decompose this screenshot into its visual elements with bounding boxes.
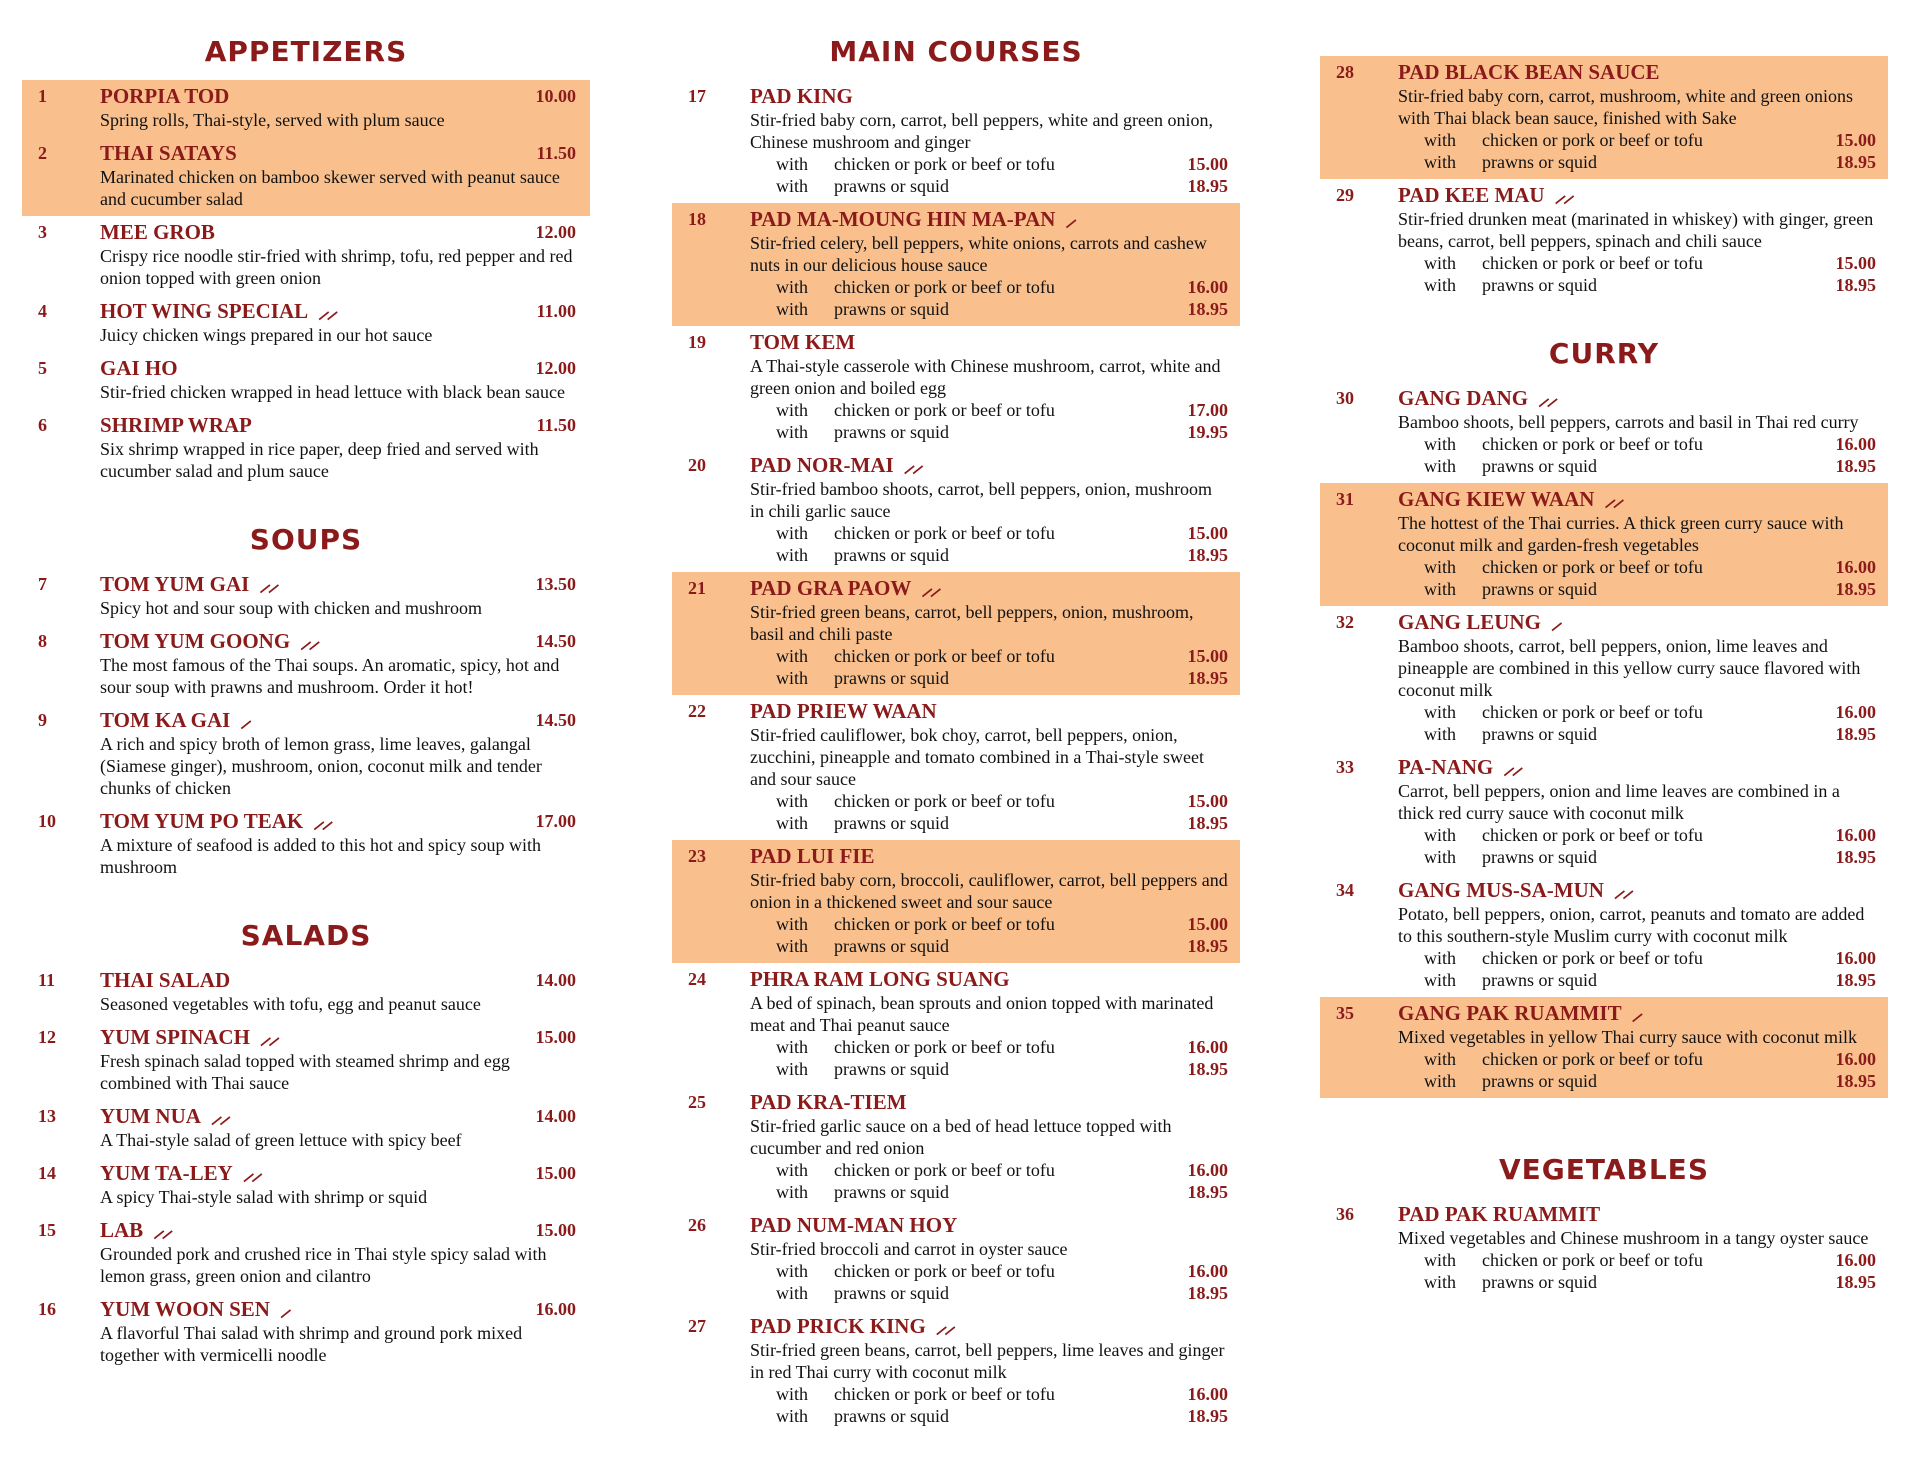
item-desc: Stir-fried celery, bell peppers, white onions, carrots and cashew nuts in our delicious house sauce	[750, 233, 1207, 275]
chili-icon: ⸝⸝	[313, 809, 331, 833]
option-row: with prawns or squid 18.95	[776, 1283, 1228, 1303]
menu-item: 13 14.00 YUM NUA ⸝⸝ A Thai-style salad of green lettuce with spicy beef	[38, 1104, 576, 1150]
item-desc: Stir-fried baby corn, carrot, mushroom, white and green onions with Thai black bean sauce, finished with Sake	[1398, 86, 1854, 128]
item-desc: Juicy chicken wings prepared in our hot sauce	[100, 325, 433, 345]
vegetables-list	[1320, 1198, 1888, 1299]
chili-icon: ⸝⸝	[921, 576, 939, 600]
section-title-vegetables: VEGETABLES	[1499, 1153, 1709, 1186]
option-price: 16.00	[1187, 1261, 1228, 1281]
option-price: 18.95	[1835, 1071, 1876, 1091]
item-desc: Bamboo shoots, carrot, bell peppers, onion, lime leaves and pineapple are combined in this yellow curry sauce flavored with coconut milk	[1398, 636, 1861, 700]
option-price: 18.95	[1835, 724, 1876, 744]
option-row: with prawns or squid 18.95	[1424, 724, 1876, 744]
salads-list	[22, 964, 590, 1372]
item-desc: A flavorful Thai salad with shrimp and ground pork mixed together with vermicelli noodle	[100, 1323, 523, 1365]
item-desc: Seasoned vegetables with tofu, egg and peanut sauce	[100, 994, 481, 1014]
menu-item: 11 14.00 THAI SALAD Seasoned vegetables with tofu, egg and peanut sauce	[38, 968, 576, 1014]
chili-icon: ⸝⸝	[242, 1161, 260, 1185]
chili-icon: ⸝	[1065, 207, 1074, 231]
item-name: THAI SATAYS	[100, 141, 237, 165]
item-desc: Stir-fried garlic sauce on a bed of head lettuce topped with cucumber and red onion	[750, 1116, 1172, 1158]
option-row: with prawns or squid 18.95	[776, 299, 1228, 319]
option-price: 16.00	[1835, 434, 1876, 454]
option-row: with chicken or pork or beef or tofu 16.00	[1424, 948, 1876, 968]
option-price: 18.95	[1187, 813, 1228, 833]
menu-item	[672, 1209, 1240, 1310]
option-row: with chicken or pork or beef or tofu 16.00	[776, 1261, 1228, 1281]
menu-item	[672, 80, 1240, 203]
chili-icon: ⸝⸝	[1538, 386, 1556, 410]
item-number: 29	[1336, 185, 1354, 205]
item-name: TOM YUM GOONG ⸝⸝	[100, 629, 318, 653]
menu-item: 2 11.50 THAI SATAYS Marinated chicken on bamboo skewer served with peanut sauce and cucumber salad	[22, 137, 590, 216]
option-row: with prawns or squid 18.95	[1424, 579, 1876, 599]
option-row: with prawns or squid 18.95	[1424, 152, 1876, 172]
option-price: 19.95	[1187, 422, 1228, 442]
item-name: PAD PAK RUAMMIT	[1398, 1202, 1601, 1226]
option-row: with chicken or pork or beef or tofu 16.00	[776, 277, 1228, 297]
chili-icon: ⸝	[1550, 610, 1560, 634]
item-name: PA-NANG ⸝⸝	[1398, 755, 1521, 779]
option-price: 18.95	[1187, 545, 1228, 565]
menu-item	[672, 203, 1240, 326]
item-number: 22	[688, 701, 706, 721]
item-name: PAD PRIEW WAAN	[750, 699, 937, 723]
option-row: with chicken or pork or beef or tofu 16.00	[1424, 557, 1876, 577]
menu-item	[1320, 1198, 1888, 1299]
option-row: with chicken or pork or beef or tofu 16.00	[776, 1384, 1228, 1404]
option-price: 18.95	[1835, 152, 1876, 172]
menu-item: 1 10.00 PORPIA TOD Spring rolls, Thai-style, served with plum sauce	[22, 80, 590, 137]
chili-icon: ⸝	[279, 1297, 289, 1321]
item-name: TOM KA GAI ⸝	[100, 708, 249, 732]
item-desc: A Thai-style salad of green lettuce with spicy beef	[100, 1130, 462, 1150]
option-price: 16.00	[1187, 1160, 1228, 1180]
option-price: 18.95	[1187, 299, 1228, 319]
item-desc: Bamboo shoots, bell peppers, carrots and basil in Thai red curry	[1398, 412, 1859, 432]
menu-item	[672, 449, 1240, 572]
item-name: PAD GRA PAOW ⸝⸝	[750, 576, 939, 600]
option-row: with chicken or pork or beef or tofu 16.00	[1424, 1250, 1876, 1270]
option-row: with prawns or squid 18.95	[776, 1059, 1228, 1079]
item-name: TOM YUM PO TEAK ⸝⸝	[100, 809, 331, 833]
chili-icon: ⸝⸝	[153, 1218, 171, 1242]
item-name: YUM WOON SEN ⸝	[100, 1297, 289, 1321]
item-number: 18	[688, 209, 706, 229]
section-title-appetizers: APPETIZERS	[204, 35, 408, 68]
option-row: with prawns or squid 18.95	[1424, 970, 1876, 990]
menu-item	[672, 326, 1240, 449]
item-desc: Stir-fried baby corn, broccoli, cauliflower, carrot, bell peppers and onion in a thickened sweet and sour sauce	[750, 870, 1228, 912]
item-name: PAD LUI FIE	[750, 844, 875, 868]
option-row: with prawns or squid 18.95	[1424, 847, 1876, 867]
chili-icon: ⸝⸝	[300, 629, 318, 653]
menu-item	[672, 695, 1240, 840]
item-desc: Stir-fried drunken meat (marinated in whiskey) with ginger, green beans, carrot, bell peppers, spinach and chili sauce	[1398, 209, 1874, 251]
item-number: 35	[1336, 1003, 1354, 1023]
menu-item: 5 12.00 GAI HO Stir-fried chicken wrapped in head lettuce with black bean sauce	[38, 356, 576, 402]
option-price: 15.00	[1187, 154, 1228, 174]
menu-item: 16 16.00 YUM WOON SEN ⸝ A flavorful Thai salad with shrimp and ground pork mixed together with vermicelli noodle	[38, 1297, 576, 1365]
option-row: with chicken or pork or beef or tofu 16.00	[1424, 1049, 1876, 1069]
item-name: PAD NUM-MAN HOY	[750, 1213, 958, 1237]
menu-item	[672, 572, 1240, 695]
option-price: 18.95	[1187, 668, 1228, 688]
item-name: GANG MUS-SA-MUN ⸝⸝	[1398, 878, 1631, 902]
item-name: YUM NUA ⸝⸝	[100, 1104, 228, 1128]
appetizers-list	[22, 80, 590, 488]
item-name: PAD NOR-MAI ⸝⸝	[750, 453, 921, 477]
option-price: 18.95	[1187, 176, 1228, 196]
menu-item	[672, 963, 1240, 1086]
menu-item: 7 13.50 TOM YUM GAI ⸝⸝ Spicy hot and sour soup with chicken and mushroom	[38, 572, 576, 618]
chili-icon: ⸝⸝	[903, 453, 921, 477]
item-number: 32	[1336, 612, 1354, 632]
item-desc: Marinated chicken on bamboo skewer served with peanut sauce and cucumber salad	[100, 167, 560, 209]
menu-item: 4 11.00 HOT WING SPECIAL ⸝⸝ Juicy chicken wings prepared in our hot sauce	[38, 299, 576, 345]
item-name: PAD KING	[750, 84, 853, 108]
item-number: 34	[1336, 880, 1354, 900]
menu-item: 12 15.00 YUM SPINACH ⸝⸝ Fresh spinach salad topped with steamed shrimp and egg combined with Thai sauce	[38, 1025, 576, 1093]
menu-item: 3 12.00 MEE GROB Crispy rice noodle stir-fried with shrimp, tofu, red pepper and red onion topped with green onion	[38, 220, 576, 288]
menu-item	[1320, 751, 1888, 874]
item-desc: Mixed vegetables in yellow Thai curry sauce with coconut milk	[1398, 1027, 1858, 1047]
chili-icon: ⸝⸝	[1613, 878, 1631, 902]
menu-item: 10 17.00 TOM YUM PO TEAK ⸝⸝ A mixture of seafood is added to this hot and spicy soup with mushroom	[38, 809, 576, 877]
item-name: THAI SALAD	[100, 968, 231, 992]
item-name: PAD MA-MOUNG HIN MA-PAN ⸝	[750, 207, 1074, 231]
option-price: 18.95	[1835, 579, 1876, 599]
menu-item	[1320, 56, 1888, 179]
item-name: GANG PAK RUAMMIT ⸝	[1398, 1001, 1641, 1025]
main-courses-continued-list	[1320, 56, 1888, 302]
option-price: 18.95	[1187, 1406, 1228, 1426]
item-name: GANG LEUNG ⸝	[1398, 610, 1560, 634]
option-row: with prawns or squid 18.95	[1424, 1071, 1876, 1091]
option-price: 18.95	[1835, 847, 1876, 867]
section-title-main-courses: MAIN COURSES	[829, 35, 1083, 68]
item-number: 23	[688, 846, 706, 866]
item-desc: A mixture of seafood is added to this hot and spicy soup with mushroom	[100, 835, 541, 877]
option-row: with prawns or squid 18.95	[776, 813, 1228, 833]
menu-item	[672, 1086, 1240, 1209]
column-middle	[672, 0, 1240, 1433]
option-price: 18.95	[1835, 275, 1876, 295]
section-title-salads: SALADS	[240, 919, 372, 952]
chili-icon: ⸝⸝	[259, 1025, 277, 1049]
option-price: 18.95	[1835, 456, 1876, 476]
option-row: with chicken or pork or beef or tofu 16.00	[776, 1037, 1228, 1057]
option-price: 15.00	[1187, 523, 1228, 543]
menu-item: 6 11.50 SHRIMP WRAP Six shrimp wrapped in rice paper, deep fried and served with cucumber salad and plum sauce	[38, 413, 576, 481]
option-price: 15.00	[1835, 253, 1876, 273]
option-row: with prawns or squid 19.95	[776, 422, 1228, 442]
chili-icon: ⸝⸝	[259, 572, 277, 596]
item-name: PAD KRA-TIEM	[750, 1090, 907, 1114]
option-row: with prawns or squid 18.95	[776, 176, 1228, 196]
item-name: LAB ⸝⸝	[100, 1218, 171, 1242]
item-desc: Mixed vegetables and Chinese mushroom in a tangy oyster sauce	[1398, 1228, 1869, 1248]
option-price: 15.00	[1835, 130, 1876, 150]
menu-item	[1320, 997, 1888, 1098]
item-desc: Grounded pork and crushed rice in Thai style spicy salad with lemon grass, green onion and cilantro	[100, 1244, 547, 1286]
item-number: 20	[688, 455, 706, 475]
option-row: with prawns or squid 18.95	[776, 936, 1228, 956]
option-price: 16.00	[1187, 1037, 1228, 1057]
main-courses-list	[672, 80, 1240, 1433]
item-desc: Spicy hot and sour soup with chicken and mushroom	[100, 598, 482, 618]
menu-item	[1320, 179, 1888, 302]
option-price: 18.95	[1187, 1283, 1228, 1303]
option-row: with prawns or squid 18.95	[776, 1182, 1228, 1202]
option-price: 18.95	[1187, 1182, 1228, 1202]
item-name: TOM YUM GAI ⸝⸝	[100, 572, 277, 596]
option-price: 15.00	[1187, 646, 1228, 666]
item-desc: A rich and spicy broth of lemon grass, lime leaves, galangal (Siamese ginger), mushroom, onion, coconut milk and tender chunks of chicken	[100, 734, 542, 798]
option-row: with chicken or pork or beef or tofu 16.00	[1424, 434, 1876, 454]
column-right	[1320, 0, 1888, 1299]
menu-item	[1320, 382, 1888, 483]
menu-item: 14 15.00 YUM TA-LEY ⸝⸝ A spicy Thai-style salad with shrimp or squid	[38, 1161, 576, 1207]
item-desc: Spring rolls, Thai-style, served with plum sauce	[100, 110, 445, 130]
item-number: 19	[688, 332, 706, 352]
option-row: with chicken or pork or beef or tofu 16.00	[1424, 825, 1876, 845]
section-title-curry: CURRY	[1548, 337, 1660, 370]
option-row: with prawns or squid 18.95	[1424, 1272, 1876, 1292]
item-desc: Crispy rice noodle stir-fried with shrimp, tofu, red pepper and red onion topped with green onion	[100, 246, 573, 288]
item-name: GAI HO	[100, 356, 178, 380]
option-row: with chicken or pork or beef or tofu 15.00	[1424, 130, 1876, 150]
item-number: 33	[1336, 757, 1354, 777]
option-row: with chicken or pork or beef or tofu 15.00	[776, 646, 1228, 666]
menu-item	[1320, 483, 1888, 606]
item-desc: The hottest of the Thai curries. A thick green curry sauce with coconut milk and garden-fresh vegetables	[1398, 513, 1844, 555]
option-row: with chicken or pork or beef or tofu 16.00	[1424, 702, 1876, 722]
item-number: 31	[1336, 489, 1354, 509]
option-row: with chicken or pork or beef or tofu 15.00	[776, 914, 1228, 934]
option-price: 15.00	[1187, 791, 1228, 811]
option-row: with prawns or squid 18.95	[776, 545, 1228, 565]
option-row: with chicken or pork or beef or tofu 15.00	[776, 523, 1228, 543]
option-row: with prawns or squid 18.95	[1424, 456, 1876, 476]
option-price: 18.95	[1835, 1272, 1876, 1292]
item-desc: Potato, bell peppers, onion, carrot, peanuts and tomato are added to this southern-style Muslim curry with coconut milk	[1398, 904, 1865, 946]
option-price: 16.00	[1835, 1049, 1876, 1069]
item-desc: A bed of spinach, bean sprouts and onion topped with marinated meat and Thai peanut sauce	[750, 993, 1214, 1035]
option-row: with prawns or squid 18.95	[1424, 275, 1876, 295]
menu-item	[672, 840, 1240, 963]
chili-icon: ⸝⸝	[1503, 755, 1521, 779]
item-name: HOT WING SPECIAL ⸝⸝	[100, 299, 336, 323]
menu-item	[672, 1310, 1240, 1433]
item-number: 24	[688, 969, 706, 989]
item-desc: Fresh spinach salad topped with steamed shrimp and egg combined with Thai sauce	[100, 1051, 510, 1093]
item-name: PAD BLACK BEAN SAUCE	[1398, 60, 1660, 84]
option-row: with prawns or squid 18.95	[776, 668, 1228, 688]
item-name: GANG KIEW WAAN ⸝⸝	[1398, 487, 1622, 511]
section-title-soups: SOUPS	[249, 523, 363, 556]
item-number: 30	[1336, 388, 1354, 408]
option-price: 18.95	[1187, 1059, 1228, 1079]
item-number: 21	[688, 578, 706, 598]
item-desc: Stir-fried green beans, carrot, bell peppers, lime leaves and ginger in red Thai curry with coconut milk	[750, 1340, 1225, 1382]
chili-icon: ⸝⸝	[935, 1314, 953, 1338]
chili-icon: ⸝⸝	[210, 1104, 228, 1128]
item-name: GANG DANG ⸝⸝	[1398, 386, 1556, 410]
item-desc: Six shrimp wrapped in rice paper, deep fried and served with cucumber salad and plum sauce	[100, 439, 539, 481]
item-desc: Stir-fried green beans, carrot, bell peppers, onion, mushroom, basil and chili paste	[750, 602, 1194, 644]
option-row: with chicken or pork or beef or tofu 15.00	[776, 791, 1228, 811]
option-price: 17.00	[1187, 400, 1228, 420]
soups-list	[22, 568, 590, 884]
item-desc: A Thai-style casserole with Chinese mushroom, carrot, white and green onion and boiled egg	[750, 356, 1221, 398]
option-price: 15.00	[1187, 914, 1228, 934]
option-price: 16.00	[1835, 1250, 1876, 1270]
item-desc: Stir-fried baby corn, carrot, bell peppers, white and green onion, Chinese mushroom and ginger	[750, 110, 1213, 152]
option-row: with chicken or pork or beef or tofu 16.00	[776, 1160, 1228, 1180]
item-number: 25	[688, 1092, 706, 1112]
item-number: 27	[688, 1316, 706, 1336]
option-row: with chicken or pork or beef or tofu 15.00	[776, 154, 1228, 174]
item-desc: Stir-fried broccoli and carrot in oyster sauce	[750, 1239, 1068, 1259]
item-name: TOM KEM	[750, 330, 856, 354]
item-desc: Stir-fried cauliflower, bok choy, carrot, bell peppers, onion, zucchini, pineapple and tomato combined in a Thai-style sweet and sour sauce	[750, 725, 1205, 789]
option-price: 18.95	[1187, 936, 1228, 956]
item-number: 17	[688, 86, 706, 106]
option-row: with chicken or pork or beef or tofu 15.00	[1424, 253, 1876, 273]
item-desc: The most famous of the Thai soups. An aromatic, spicy, hot and sour soup with prawns and mushroom. Order it hot!	[100, 655, 560, 697]
menu-item	[1320, 606, 1888, 751]
chili-icon: ⸝	[1631, 1001, 1641, 1025]
chili-icon: ⸝⸝	[318, 299, 336, 323]
option-row: with prawns or squid 18.95	[776, 1406, 1228, 1426]
item-number: 36	[1336, 1204, 1354, 1224]
option-price: 16.00	[1187, 1384, 1228, 1404]
item-number: 28	[1336, 62, 1354, 82]
item-name: PAD KEE MAU ⸝⸝	[1398, 183, 1572, 207]
menu-item: 15 15.00 LAB ⸝⸝ Grounded pork and crushed rice in Thai style spicy salad with lemon grass, green onion and cilantro	[38, 1218, 576, 1286]
item-name: YUM TA-LEY ⸝⸝	[100, 1161, 260, 1185]
option-price: 16.00	[1835, 825, 1876, 845]
chili-icon: ⸝⸝	[1554, 183, 1572, 207]
menu-item: 9 14.50 TOM KA GAI ⸝ A rich and spicy broth of lemon grass, lime leaves, galangal (Siamese ginger), mushroom, onion, coconut milk and tender chunks of chicken	[38, 708, 576, 798]
menu-item: 8 14.50 TOM YUM GOONG ⸝⸝ The most famous of the Thai soups. An aromatic, spicy, hot and sour soup with prawns and mushroom. Order it hot!	[38, 629, 576, 697]
item-desc: Carrot, bell peppers, onion and lime leaves are combined in a thick red curry sauce with coconut milk	[1398, 781, 1840, 823]
option-price: 16.00	[1835, 702, 1876, 722]
chili-icon: ⸝⸝	[1604, 487, 1622, 511]
option-row: with chicken or pork or beef or tofu 17.00	[776, 400, 1228, 420]
menu-item	[1320, 874, 1888, 997]
option-price: 16.00	[1835, 557, 1876, 577]
item-number: 26	[688, 1215, 706, 1235]
item-name: MEE GROB	[100, 220, 215, 244]
item-desc: Stir-fried chicken wrapped in head lettuce with black bean sauce	[100, 382, 565, 402]
item-name: SHRIMP WRAP	[100, 413, 252, 437]
curry-list	[1320, 382, 1888, 1098]
option-price: 16.00	[1835, 948, 1876, 968]
item-name: PHRA RAM LONG SUANG	[750, 967, 1010, 991]
item-desc: A spicy Thai-style salad with shrimp or squid	[100, 1187, 428, 1207]
item-name: PAD PRICK KING ⸝⸝	[750, 1314, 953, 1338]
chili-icon: ⸝	[240, 708, 249, 732]
item-name: PORPIA TOD	[100, 84, 230, 108]
item-desc: Stir-fried bamboo shoots, carrot, bell peppers, onion, mushroom in chili garlic sauce	[750, 479, 1213, 521]
option-price: 18.95	[1835, 970, 1876, 990]
option-price: 16.00	[1187, 277, 1228, 297]
column-left	[22, 0, 590, 1372]
item-name: YUM SPINACH ⸝⸝	[100, 1025, 277, 1049]
